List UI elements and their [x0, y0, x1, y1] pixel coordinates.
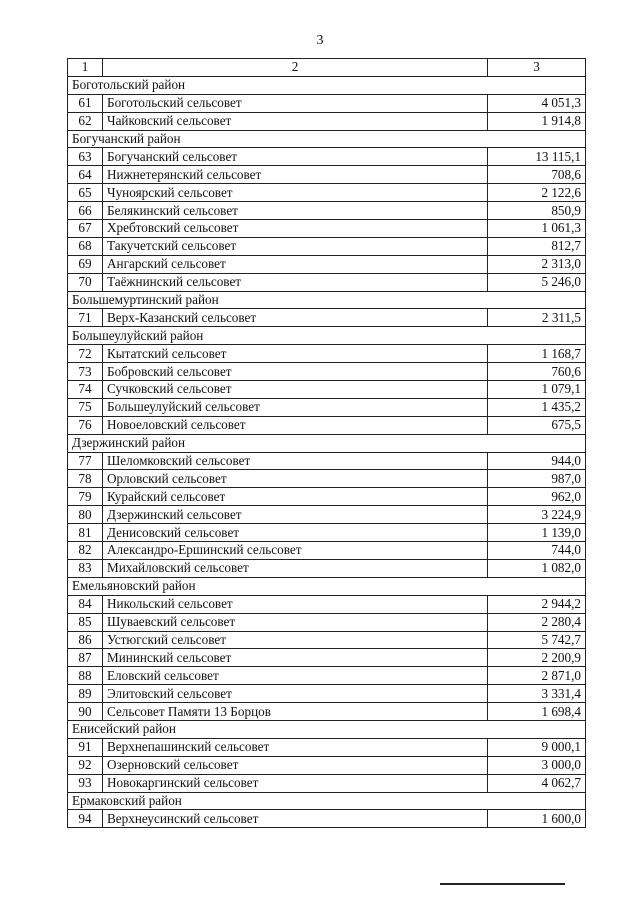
table-row [68, 237, 586, 255]
row-number: 81 [68, 524, 103, 542]
amount-value: 5 246,0 [488, 273, 586, 291]
table-row [68, 94, 586, 112]
row-number: 94 [68, 810, 103, 828]
table-row [68, 542, 586, 560]
amount-value: 5 742,7 [488, 631, 586, 649]
district-row [68, 291, 586, 309]
table-row [68, 703, 586, 721]
settlement-name: Большеулуйский сельсовет [103, 398, 488, 416]
amount-value: 1 435,2 [488, 398, 586, 416]
row-number: 89 [68, 685, 103, 703]
district-name: Емельяновский район [68, 577, 586, 595]
amount-value: 2 944,2 [488, 595, 586, 613]
amount-value: 1 914,8 [488, 112, 586, 130]
settlement-name: Никольский сельсовет [103, 595, 488, 613]
district-row [68, 76, 586, 94]
settlement-name: Сучковский сельсовет [103, 381, 488, 399]
amount-value: 9 000,1 [488, 738, 586, 756]
amount-value: 2 200,9 [488, 649, 586, 667]
row-number: 61 [68, 94, 103, 112]
table-row [68, 416, 586, 434]
amount-value: 2 311,5 [488, 309, 586, 327]
settlement-name: Денисовский сельсовет [103, 524, 488, 542]
row-number: 64 [68, 166, 103, 184]
settlement-name: Верхнепашинский сельсовет [103, 738, 488, 756]
row-number: 63 [68, 148, 103, 166]
settlement-name: Бобровский сельсовет [103, 363, 488, 381]
settlement-name: Еловский сельсовет [103, 667, 488, 685]
district-row [68, 327, 586, 345]
row-number: 85 [68, 613, 103, 631]
row-number: 83 [68, 559, 103, 577]
row-number: 78 [68, 470, 103, 488]
amount-value: 987,0 [488, 470, 586, 488]
district-name: Дзержинский район [68, 434, 586, 452]
district-name: Боготольский район [68, 76, 586, 94]
amount-value: 4 062,7 [488, 774, 586, 792]
row-number: 92 [68, 756, 103, 774]
settlement-name: Хребтовский сельсовет [103, 220, 488, 238]
amount-value: 962,0 [488, 488, 586, 506]
amount-value: 1 168,7 [488, 345, 586, 363]
amount-value: 708,6 [488, 166, 586, 184]
amount-value: 1 600,0 [488, 810, 586, 828]
table-row [68, 756, 586, 774]
amount-value: 13 115,1 [488, 148, 586, 166]
settlement-name: Сельсовет Памяти 13 Борцов [103, 703, 488, 721]
header-col-1: 1 [68, 59, 103, 77]
amount-value: 760,6 [488, 363, 586, 381]
row-number: 70 [68, 273, 103, 291]
row-number: 76 [68, 416, 103, 434]
district-row [68, 577, 586, 595]
amount-value: 2 313,0 [488, 255, 586, 273]
settlement-name: Александро-Ершинский сельсовет [103, 542, 488, 560]
district-name: Богучанский район [68, 130, 586, 148]
amount-value: 744,0 [488, 542, 586, 560]
settlement-name: Курайский сельсовет [103, 488, 488, 506]
amount-value: 1 061,3 [488, 220, 586, 238]
row-number: 87 [68, 649, 103, 667]
row-number: 80 [68, 506, 103, 524]
amount-value: 4 051,3 [488, 94, 586, 112]
row-number: 77 [68, 452, 103, 470]
district-name: Енисейский район [68, 720, 586, 738]
amount-value: 3 224,9 [488, 506, 586, 524]
settlement-name: Чуноярский сельсовет [103, 184, 488, 202]
table-row [68, 381, 586, 399]
amount-value: 1 082,0 [488, 559, 586, 577]
settlement-name: Мининский сельсовет [103, 649, 488, 667]
header-col-3: 3 [488, 59, 586, 77]
table-row [68, 363, 586, 381]
table-row [68, 220, 586, 238]
row-number: 90 [68, 703, 103, 721]
settlement-name: Таёжнинский сельсовет [103, 273, 488, 291]
budget-table [67, 58, 586, 828]
row-number: 88 [68, 667, 103, 685]
table-row [68, 273, 586, 291]
amount-value: 1 139,0 [488, 524, 586, 542]
row-number: 69 [68, 255, 103, 273]
table-row [68, 166, 586, 184]
amount-value: 2 280,4 [488, 613, 586, 631]
row-number: 86 [68, 631, 103, 649]
amount-value: 3 331,4 [488, 685, 586, 703]
table-row [68, 810, 586, 828]
settlement-name: Верхнеусинский сельсовет [103, 810, 488, 828]
amount-value: 1 079,1 [488, 381, 586, 399]
row-number: 65 [68, 184, 103, 202]
table-row [68, 738, 586, 756]
settlement-name: Элитовский сельсовет [103, 685, 488, 703]
amount-value: 675,5 [488, 416, 586, 434]
settlement-name: Верх-Казанский сельсовет [103, 309, 488, 327]
row-number: 72 [68, 345, 103, 363]
district-name: Ермаковский район [68, 792, 586, 810]
table-row [68, 774, 586, 792]
table-row [68, 202, 586, 220]
table-row [68, 524, 586, 542]
footer-rule [440, 883, 565, 885]
row-number: 75 [68, 398, 103, 416]
row-number: 66 [68, 202, 103, 220]
row-number: 84 [68, 595, 103, 613]
row-number: 62 [68, 112, 103, 130]
header-col-2: 2 [103, 59, 488, 77]
settlement-name: Новокаргинский сельсовет [103, 774, 488, 792]
table-row [68, 148, 586, 166]
table-row [68, 488, 586, 506]
table-row [68, 559, 586, 577]
settlement-name: Ангарский сельсовет [103, 255, 488, 273]
table-row [68, 470, 586, 488]
amount-value: 812,7 [488, 237, 586, 255]
table-row [68, 345, 586, 363]
row-number: 79 [68, 488, 103, 506]
amount-value: 2 871,0 [488, 667, 586, 685]
table-row [68, 649, 586, 667]
row-number: 67 [68, 220, 103, 238]
page-number: 3 [316, 33, 324, 48]
amount-value: 1 698,4 [488, 703, 586, 721]
amount-value: 850,9 [488, 202, 586, 220]
settlement-name: Устюгский сельсовет [103, 631, 488, 649]
row-number: 68 [68, 237, 103, 255]
settlement-name: Такучетский сельсовет [103, 237, 488, 255]
settlement-name: Михайловский сельсовет [103, 559, 488, 577]
row-number: 82 [68, 542, 103, 560]
settlement-name: Шуваевский сельсовет [103, 613, 488, 631]
settlement-name: Чайковский сельсовет [103, 112, 488, 130]
district-name: Большеулуйский район [68, 327, 586, 345]
table-row [68, 595, 586, 613]
settlement-name: Боготольский сельсовет [103, 94, 488, 112]
table-row [68, 667, 586, 685]
settlement-name: Кытатский сельсовет [103, 345, 488, 363]
table-row [68, 631, 586, 649]
table-row [68, 398, 586, 416]
row-number: 71 [68, 309, 103, 327]
district-row [68, 720, 586, 738]
table-row [68, 685, 586, 703]
row-number: 73 [68, 363, 103, 381]
table-row [68, 452, 586, 470]
table-header-row [68, 59, 586, 77]
row-number: 91 [68, 738, 103, 756]
amount-value: 3 000,0 [488, 756, 586, 774]
amount-value: 2 122,6 [488, 184, 586, 202]
table-row [68, 309, 586, 327]
settlement-name: Новоеловский сельсовет [103, 416, 488, 434]
district-row [68, 434, 586, 452]
settlement-name: Шеломковский сельсовет [103, 452, 488, 470]
settlement-name: Нижнетерянский сельсовет [103, 166, 488, 184]
settlement-name: Озерновский сельсовет [103, 756, 488, 774]
row-number: 93 [68, 774, 103, 792]
district-row [68, 792, 586, 810]
district-row [68, 130, 586, 148]
table-row [68, 255, 586, 273]
settlement-name: Богучанский сельсовет [103, 148, 488, 166]
settlement-name: Орловский сельсовет [103, 470, 488, 488]
amount-value: 944,0 [488, 452, 586, 470]
district-name: Большемуртинский район [68, 291, 586, 309]
table-row [68, 184, 586, 202]
table-row [68, 613, 586, 631]
settlement-name: Белякинский сельсовет [103, 202, 488, 220]
table-row [68, 506, 586, 524]
row-number: 74 [68, 381, 103, 399]
table-row [68, 112, 586, 130]
settlement-name: Дзержинский сельсовет [103, 506, 488, 524]
